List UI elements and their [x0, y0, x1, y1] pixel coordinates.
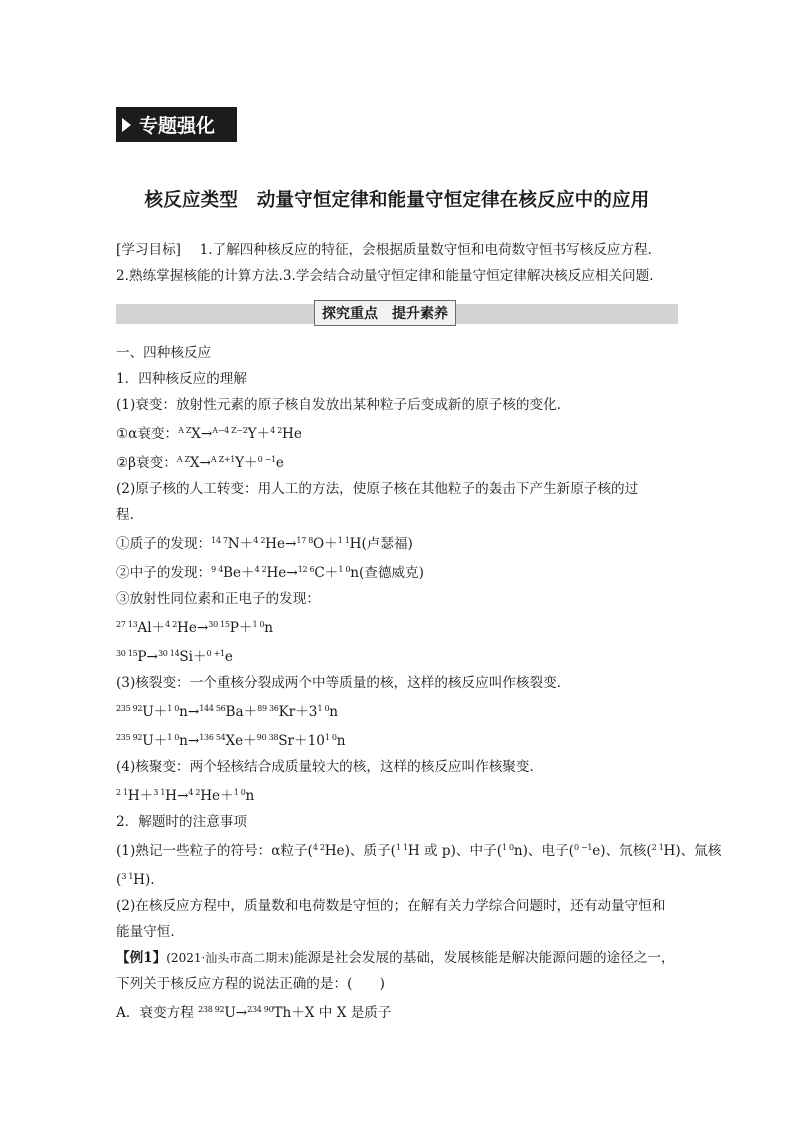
option-a: A．衰变方程 $^{238 92}$U→$^{234 90}$Th＋X 中 X 是质子	[116, 1005, 392, 1021]
page-title: 核反应类型 动量守恒定律和能量守恒定律在核反应中的应用	[144, 190, 650, 211]
proton-discovery-equation: ①质子的发现：$^{14 7}$N＋$^{4 2}$He→$^{17 8}$O＋$^{1 1}$H(卢瑟福)	[116, 536, 413, 552]
neutron-discovery-equation: ②中子的发现：$^{9 4}$Be＋$^{4 2}$He→$^{12 6}$C＋$^{1 0}$n(查德威克)	[116, 565, 424, 581]
example-1-line-1: 【例1】(2021·汕头市高二期末)能源是社会发展的基础，发展核能是解决能源问题的途径之一，	[116, 950, 675, 966]
positron-title: ③放射性同位素和正电子的发现：	[116, 591, 320, 607]
para-artificial-a: (2)原子核的人工转变：用人工的方法，使原子核在其他粒子的轰击下产生新原子核的过	[116, 481, 639, 497]
para-fusion: (4)核聚变：两个轻核结合成质量较大的核，这样的核反应叫作核聚变.	[116, 759, 534, 775]
main-content	[116, 340, 722, 1026]
example-1-line-2: 下列关于核反应方程的说法正确的是：( )	[116, 976, 385, 992]
note-conservation-b: 能量守恒.	[116, 924, 175, 940]
fusion-equation: $^{2 1}$H＋$^{3 1}$H→$^{4 2}$He＋$^{1 0}$n	[116, 788, 255, 804]
learning-objectives	[116, 237, 678, 289]
alpha-decay-equation: ①α衰变：$^{A Z}$X→$^{A-4 Z-2}$Y＋$^{4 2}$He	[116, 426, 302, 442]
p-equation: $^{30 15}$P→$^{30 14}$Si＋$^{0 +1}$e	[116, 649, 233, 665]
heading-four-reactions: 一、四种核反应	[116, 345, 212, 361]
para-decay: (1)衰变：放射性元素的原子核自发放出某种粒子后变成新的原子核的变化.	[116, 397, 561, 413]
objectives-text-1: 1.了解四种核反应的特征，会根据质量数守恒和电荷数守恒书写核反应方程.	[199, 242, 652, 258]
example-source: (2021·汕头市高二期末)	[166, 951, 294, 965]
objectives-label: [学习目标]	[116, 242, 181, 258]
fission-equation-1: $^{235 92}U+^{1 0}n\to^{144 56}Ba+^{89 36}Kr+3^{1 0}n$	[116, 704, 339, 720]
section-label-left: 探究重点	[322, 306, 378, 322]
para-artificial-b: 程.	[116, 507, 134, 523]
note-symbols-line-1: (1)熟记一些粒子的符号：α粒子($^{4 2}$He)、质子($^{1 1}$H 或 p)、中子($^{1 0}$n)、电子($^{0 -1}$e)、氘核($^{2 1}$H)、氚核	[116, 843, 722, 859]
note-conservation-a: (2)在核反应方程中，质量数和电荷数是守恒的；在解有关力学综合问题时，还有动量守恒和	[116, 898, 666, 914]
objectives-line-2: 2.熟练掌握核能的计算方法.3.学会结合动量守恒定律和能量守恒定律解决核反应相关问题.	[116, 268, 654, 284]
topic-badge	[116, 107, 237, 142]
heading-understanding: 1．四种核反应的理解	[116, 371, 247, 387]
fission-equation-2: $^{235 92}U+^{1 0}n\to^{136 54}Xe+^{90 38}Sr+10^{1 0}n$	[116, 733, 346, 749]
section-label	[314, 300, 456, 326]
objectives-line-1	[116, 237, 678, 263]
section-label-right: 提升素养	[392, 306, 448, 322]
al-equation: $^{27 13}$Al＋$^{4 2}$He→$^{30 15}$P＋$^{1 0}$n	[116, 620, 274, 636]
note-symbols-line-2: ($^{3 1}$H).	[116, 872, 155, 888]
badge-label: 专题强化	[139, 115, 216, 137]
para-fission: (3)核裂变：一个重核分裂成两个中等质量的核，这样的核反应叫作核裂变.	[116, 675, 561, 691]
heading-notes: 2．解题时的注意事项	[116, 814, 247, 830]
example-label: 【例1】	[116, 950, 167, 966]
beta-decay-equation: ②β衰变：$^{A Z}$X→$^{A Z+1}$Y＋$^{0 -1}$e	[116, 455, 284, 471]
triangle-icon	[122, 118, 131, 132]
